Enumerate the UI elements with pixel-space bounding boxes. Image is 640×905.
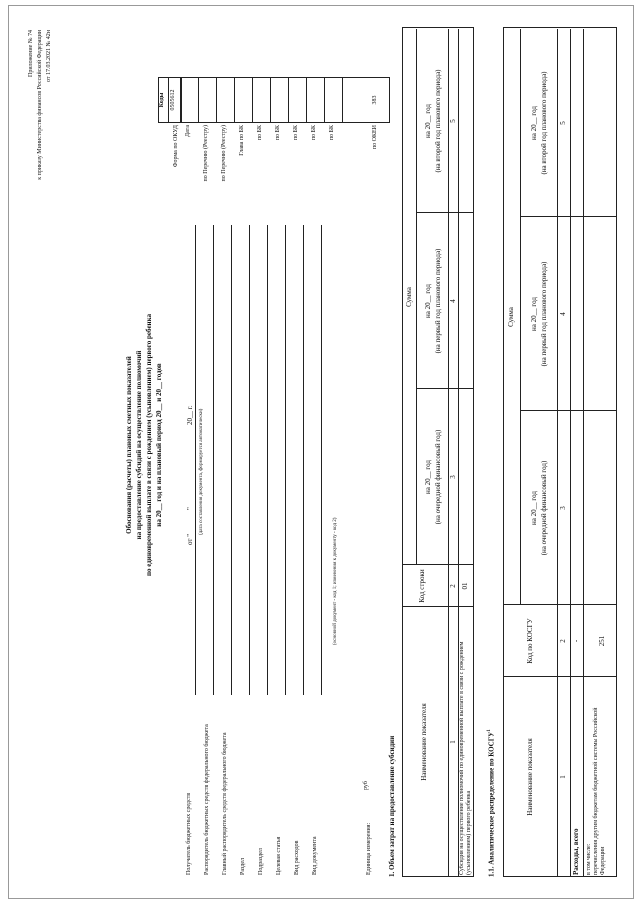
field-underline [213, 225, 214, 695]
appendix-line-2: к приказу Министерства финансов Российской Федерации [37, 30, 43, 180]
s11-num-1: 1 [559, 775, 567, 779]
s11-num-5: 5 [559, 121, 567, 125]
field-label: Подраздел [258, 848, 264, 875]
s1-year3-a: на 20__ год [424, 104, 432, 138]
s11-row2-a: в том числе: [586, 843, 592, 875]
field-underline [231, 225, 232, 695]
field-label: Главный распорядитель средств федерального бюджета [222, 732, 228, 875]
codes-row-label: по БК [311, 125, 317, 141]
date-hint: (дата составления документа, формируется автоматически) [199, 408, 204, 535]
field-underline [267, 225, 268, 695]
s1-col-code: Код строки [418, 569, 426, 603]
field-underline [249, 225, 250, 695]
codes-row-label: по БК [329, 125, 335, 141]
s11-row2-code: 251 [598, 635, 606, 647]
s11-row2-b: перечисления другим бюджетам бюджетной системы Российской Федерации [593, 707, 606, 875]
date-quote: " [186, 507, 194, 510]
s11-row1-code: - [572, 639, 580, 643]
codes-row-label: по Перечню (Реестру) [221, 125, 227, 182]
field-underline [303, 225, 304, 695]
okei-code: 383 [372, 95, 378, 105]
codes-row-label: Глава по БК [239, 125, 245, 156]
s11-num-2: 2 [559, 639, 567, 643]
title-line-2: на предоставление субсидий на осуществление полномочий [135, 350, 143, 540]
field-underline [285, 225, 286, 695]
s1-num-4: 4 [449, 299, 457, 303]
field-underline [321, 225, 322, 695]
appendix-line-3: от 17.03.2021 № 42н [46, 30, 52, 82]
title-line-3: по единовременной выплате в связи с рождением (усыновлением) первого ребенка [145, 313, 153, 577]
title-line-1: Обоснования (расчеты) плановых сметных показателей [125, 356, 133, 534]
s1-year1-a: на 20__ год [424, 460, 432, 494]
doc-hint: (основной документ - код 1; изменения к документу - код 2) [333, 517, 338, 645]
form-code: 0505612 [170, 89, 176, 111]
s1-num-2: 2 [449, 584, 457, 588]
field-label: Вид расходов [294, 840, 300, 875]
s1-row-text: Субсидия на осуществление полномочий по единовременной выплате в связи с рождением (усыновлением) первого ребенка [459, 641, 472, 875]
s1-row-code: 01 [461, 582, 469, 590]
s1-col-sum: Сумма [405, 287, 413, 307]
s11-col-code: Код по КОСГУ [526, 618, 534, 664]
codes-row-label: по БК [257, 125, 263, 141]
s11-year3-b: (на второй год планового периода) [540, 71, 548, 175]
unit-value: руб [363, 781, 369, 790]
s1-year2-b: (на первый год планового периода) [434, 248, 442, 354]
field-label: Целевая статья [276, 836, 282, 875]
s11-row1: Расходы, всего [572, 828, 580, 875]
s11-year1-a: на 20__ год [530, 491, 538, 525]
codes-box [158, 77, 390, 123]
s11-num-3: 3 [559, 506, 567, 510]
s11-year2-a: на 20__ год [530, 297, 538, 331]
form-okud-label: Форма по ОКУД [173, 125, 179, 168]
codes-row-label: по БК [275, 125, 281, 141]
s1-col-name: Наименование показателя [420, 703, 428, 781]
s11-num-4: 4 [559, 312, 567, 316]
codes-row-label: по Перечню (Реестру) [203, 125, 209, 182]
codes-row-label: Дата [185, 125, 191, 137]
field-underline [195, 225, 196, 695]
field-label: Вид документа [312, 836, 318, 875]
s1-year1-b: (на очередной финансовый год) [434, 429, 442, 525]
section1-title: 1. Объем затрат на предоставление субсидии [388, 735, 396, 877]
section11-title: 1.1. Аналитическое распределение по КОСГУ$^1$ [487, 729, 496, 877]
unit-label: Единица измерения: [366, 822, 372, 875]
section11-footnote-mark: 1 [487, 729, 492, 732]
okei-label: по ОКЕИ [372, 125, 378, 150]
s11-year1-b: (на очередной финансовый год) [540, 460, 548, 556]
s1-num-5: 5 [449, 119, 457, 123]
field-label: Получатель бюджетных средств [186, 792, 192, 875]
field-label: Распорядитель бюджетных средств федерального бюджета [204, 724, 210, 875]
codes-header: Коды [159, 92, 165, 108]
s11-year3-a: на 20__ год [530, 106, 538, 140]
s1-year2-a: на 20__ год [424, 284, 432, 318]
s11-col-sum: Сумма [507, 307, 515, 327]
s1-num-1: 1 [449, 740, 457, 744]
codes-row-label: по БК [293, 125, 299, 141]
date-from: от " [186, 533, 194, 545]
s11-year2-b: (на первый год планового периода) [540, 261, 548, 367]
appendix-line-1: Приложение № 74 [28, 30, 34, 77]
title-line-4: на 20__ год и на плановый период 20__ и 20__ годов [155, 363, 163, 527]
s1-num-3: 3 [449, 475, 457, 479]
field-label: Раздел [240, 858, 246, 875]
date-year: 20__ г. [186, 405, 194, 425]
s11-col-name: Наименование показателя [526, 738, 534, 816]
s1-year3-b: (на второй год планового периода) [434, 69, 442, 173]
